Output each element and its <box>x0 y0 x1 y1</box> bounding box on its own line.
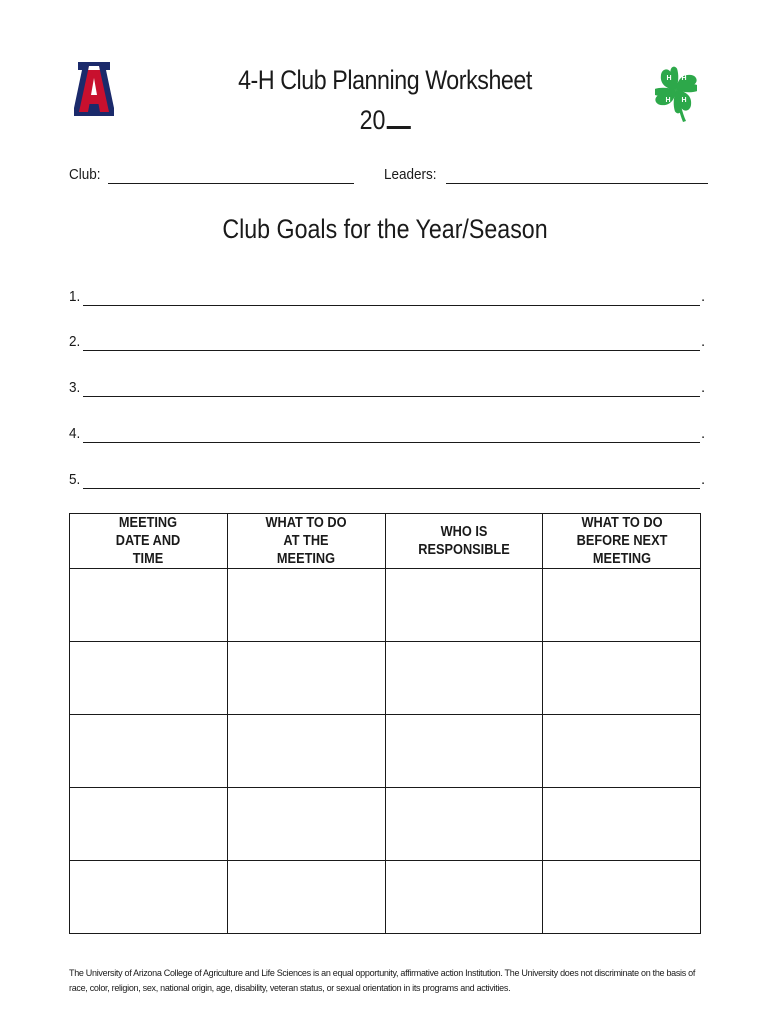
goal-number: 1. <box>69 288 81 305</box>
clover-leaf-h: H <box>665 97 671 104</box>
clover-leaf-h: H <box>681 75 687 82</box>
footer-disclaimer: The University of Arizona College of Agriculture and Life Sciences is an equal opportunity, affirmative action Institution. The University does not discriminate on the basis of race, color, religion, sex, national origin, age, disability, veteran status, or sexual orientation in its programs and activities. <box>69 968 696 993</box>
table-cell[interactable] <box>385 861 543 934</box>
goal-input-line[interactable] <box>83 291 700 306</box>
clover-leaf-h: H <box>666 75 672 82</box>
table-cell[interactable] <box>70 642 228 715</box>
goal-number: 4. <box>69 425 81 442</box>
column-header-meeting-date: MEETING DATE AND TIME <box>70 514 228 569</box>
table-cell[interactable] <box>543 715 701 788</box>
goal-number: 2. <box>69 333 81 350</box>
leaders-input-line[interactable] <box>446 169 708 184</box>
club-label: Club: <box>69 166 101 183</box>
leaders-label: Leaders: <box>384 166 437 183</box>
table-row <box>70 642 701 715</box>
table-cell[interactable] <box>543 861 701 934</box>
table-cell[interactable] <box>543 642 701 715</box>
table-cell[interactable] <box>227 788 385 861</box>
year-blank[interactable] <box>386 104 410 129</box>
table-cell[interactable] <box>385 642 543 715</box>
goal-end-mark: . <box>701 333 706 350</box>
table-cell[interactable] <box>227 715 385 788</box>
goal-item <box>69 471 705 489</box>
table-cell[interactable] <box>70 861 228 934</box>
table-cell[interactable] <box>227 569 385 642</box>
column-header-what-to-do: WHAT TO DO AT THE MEETING <box>227 514 385 569</box>
goal-item <box>69 379 705 397</box>
table-header-row <box>70 514 701 569</box>
year-prefix: 20 <box>359 105 386 135</box>
goals-heading: Club Goals for the Year/Season <box>222 214 548 244</box>
table-cell[interactable] <box>227 642 385 715</box>
club-input-line[interactable] <box>108 169 354 184</box>
table-cell[interactable] <box>70 788 228 861</box>
table-cell[interactable] <box>70 569 228 642</box>
column-header-before-next: WHAT TO DO BEFORE NEXT MEETING <box>543 514 701 569</box>
page-title: 4-H Club Planning Worksheet <box>238 65 532 95</box>
table-row <box>70 569 701 642</box>
goal-number: 3. <box>69 379 81 396</box>
table-row <box>70 715 701 788</box>
table-cell[interactable] <box>543 788 701 861</box>
goal-item <box>69 425 705 443</box>
goal-end-mark: . <box>701 379 706 396</box>
goal-number: 5. <box>69 471 81 488</box>
leaders-field <box>384 166 708 184</box>
goal-input-line[interactable] <box>83 474 700 489</box>
column-header-who-responsible: WHO IS RESPONSIBLE <box>385 514 543 569</box>
goal-input-line[interactable] <box>83 428 700 443</box>
goal-input-line[interactable] <box>83 336 700 351</box>
goal-end-mark: . <box>701 288 706 305</box>
clover-leaf-h: H <box>681 97 687 104</box>
goal-item <box>69 333 705 351</box>
table-cell[interactable] <box>385 569 543 642</box>
table-cell[interactable] <box>385 788 543 861</box>
year-line <box>54 104 716 136</box>
goal-end-mark: . <box>701 471 706 488</box>
goal-end-mark: . <box>701 425 706 442</box>
club-field <box>69 166 354 184</box>
table-cell[interactable] <box>70 715 228 788</box>
goal-item <box>69 288 705 306</box>
meeting-plan-table <box>69 513 701 934</box>
table-row <box>70 861 701 934</box>
goal-input-line[interactable] <box>83 382 700 397</box>
table-cell[interactable] <box>543 569 701 642</box>
table-cell[interactable] <box>227 861 385 934</box>
table-cell[interactable] <box>385 715 543 788</box>
clover-logo-icon <box>655 62 697 124</box>
table-row <box>70 788 701 861</box>
